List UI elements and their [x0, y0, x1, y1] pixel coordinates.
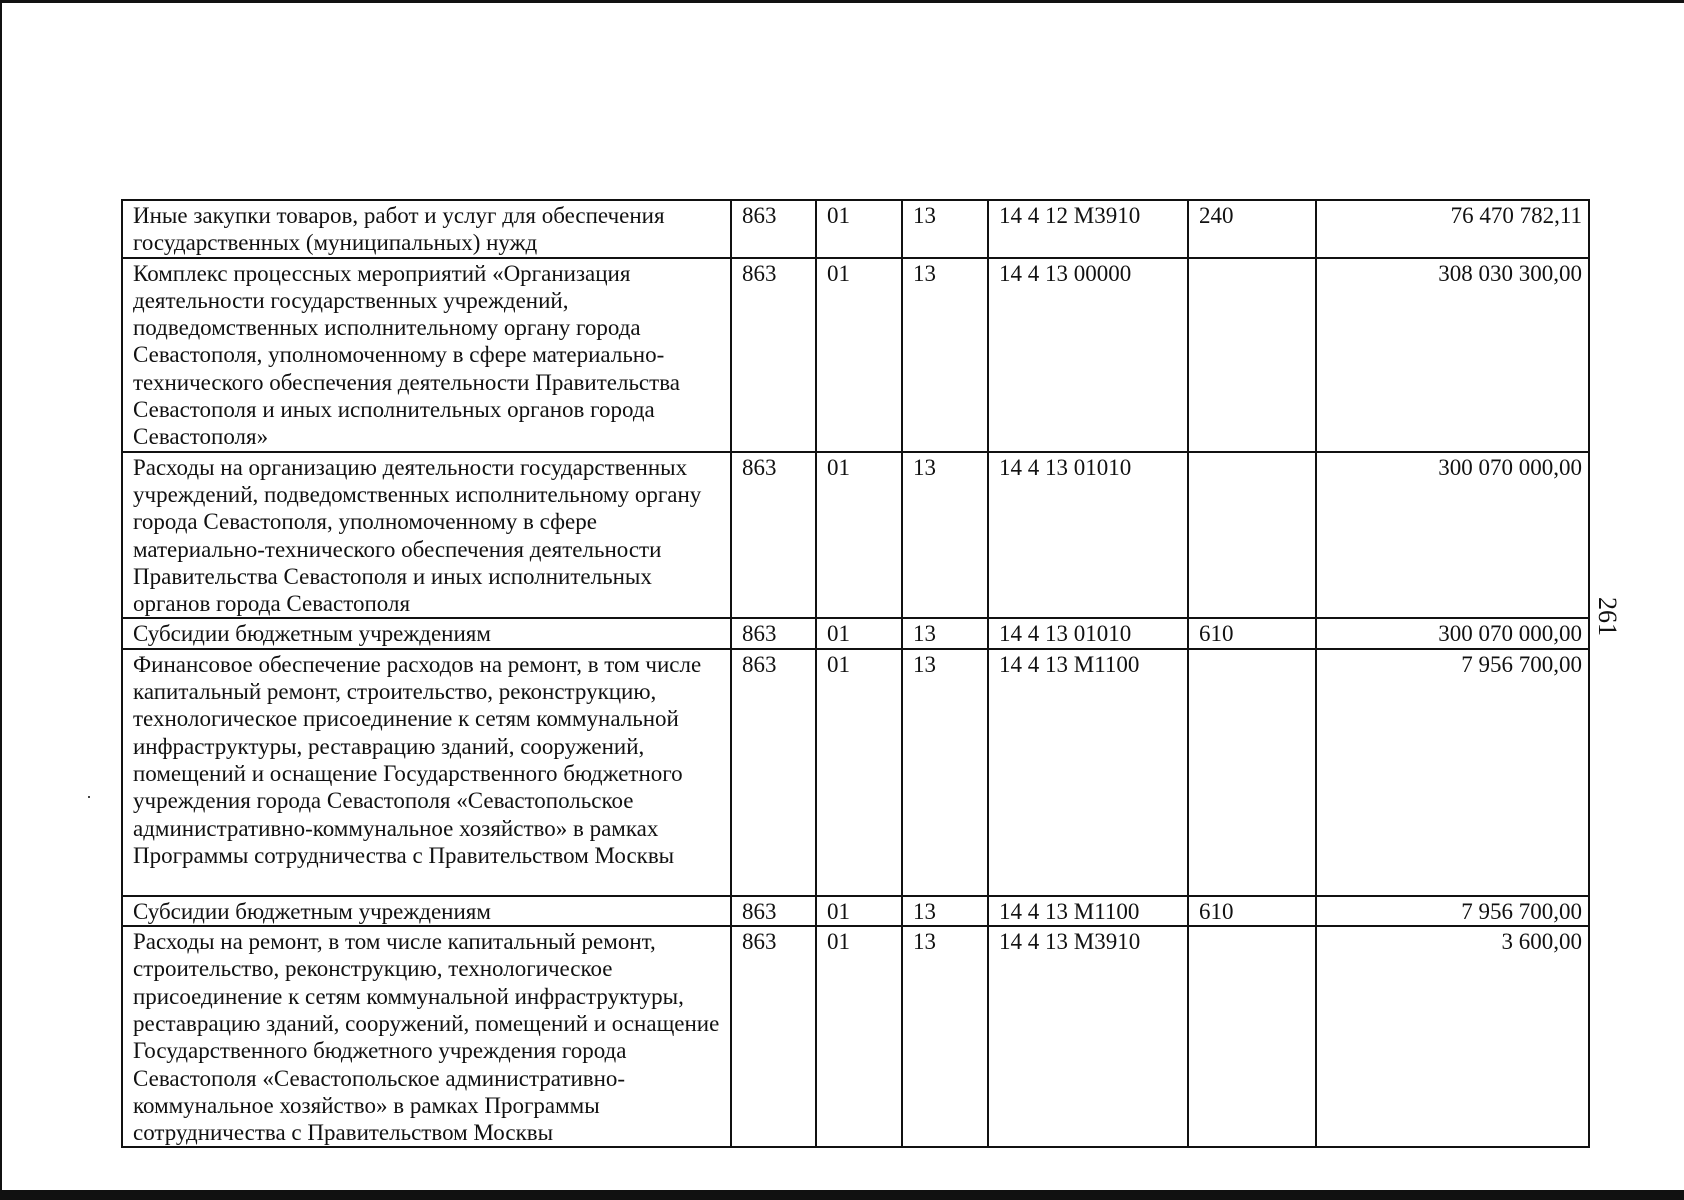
row-gr: 863	[731, 258, 816, 452]
row-vr	[1188, 926, 1316, 1147]
row-rz: 01	[816, 896, 902, 926]
row-cs: 14 4 13 01010	[988, 452, 1188, 619]
row-sum: 76 470 782,11	[1316, 200, 1589, 258]
table-row	[122, 618, 1589, 648]
row-name: Расходы на ремонт, в том числе капитальный ремонт, строительство, реконструкцию, технологическое присоединение к сетям коммунальной инфраструктуры, реставрацию зданий, сооружений, помещений и оснащение Государственного бюджетного учреждения города Севастополя «Севастопольское административно-коммунальное хозяйство» в рамках Программы сотрудничества с Правительством Москвы	[122, 926, 731, 1147]
table-row	[122, 452, 1589, 619]
table-row	[122, 649, 1589, 896]
row-vr: 240	[1188, 200, 1316, 258]
row-pr: 13	[902, 618, 988, 648]
row-sum: 7 956 700,00	[1316, 649, 1589, 896]
table-row	[122, 926, 1589, 1147]
page-number: 261	[1593, 597, 1622, 636]
row-sum: 308 030 300,00	[1316, 258, 1589, 452]
row-rz: 01	[816, 200, 902, 258]
scan-border-top	[0, 0, 1684, 3]
row-gr: 863	[731, 618, 816, 648]
row-vr: 610	[1188, 896, 1316, 926]
row-name: Расходы на организацию деятельности государственных учреждений, подведомственных исполнительному органу города Севастополя, уполномоченному в сфере материально-технического обеспечения деятельности Правительства Севастополя и иных исполнительных органов города Севастополя	[122, 452, 731, 619]
row-name: Субсидии бюджетным учреждениям	[122, 618, 731, 648]
row-vr	[1188, 258, 1316, 452]
row-rz: 01	[816, 649, 902, 896]
row-sum: 7 956 700,00	[1316, 896, 1589, 926]
row-pr: 13	[902, 896, 988, 926]
row-pr: 13	[902, 258, 988, 452]
table-row	[122, 258, 1589, 452]
row-cs: 14 4 13 01010	[988, 618, 1188, 648]
row-pr: 13	[902, 926, 988, 1147]
scan-border-bottom	[0, 1190, 1684, 1200]
row-name: Иные закупки товаров, работ и услуг для обеспечения государственных (муниципальных) нужд	[122, 200, 731, 258]
row-sum: 300 070 000,00	[1316, 618, 1589, 648]
row-sum: 300 070 000,00	[1316, 452, 1589, 619]
row-pr: 13	[902, 649, 988, 896]
row-vr	[1188, 649, 1316, 896]
row-gr: 863	[731, 200, 816, 258]
row-gr: 863	[731, 649, 816, 896]
row-vr	[1188, 452, 1316, 619]
scan-border-left	[0, 0, 2, 1200]
row-vr: 610	[1188, 618, 1316, 648]
row-cs: 14 4 12 М3910	[988, 200, 1188, 258]
row-cs: 14 4 13 М3910	[988, 926, 1188, 1147]
row-gr: 863	[731, 896, 816, 926]
row-rz: 01	[816, 618, 902, 648]
scan-speck	[88, 796, 90, 798]
row-cs: 14 4 13 00000	[988, 258, 1188, 452]
row-pr: 13	[902, 200, 988, 258]
row-name: Субсидии бюджетным учреждениям	[122, 896, 731, 926]
row-gr: 863	[731, 452, 816, 619]
row-cs: 14 4 13 М1100	[988, 649, 1188, 896]
row-name: Комплекс процессных мероприятий «Организация деятельности государственных учреждений, подведомственных исполнительному органу города Севастополя, уполномоченному в сфере материально-технического обеспечения деятельности Правительства Севастополя и иных исполнительных органов города Севастополя»	[122, 258, 731, 452]
row-rz: 01	[816, 926, 902, 1147]
row-rz: 01	[816, 258, 902, 452]
row-pr: 13	[902, 452, 988, 619]
row-gr: 863	[731, 926, 816, 1147]
table-row	[122, 200, 1589, 258]
row-cs: 14 4 13 М1100	[988, 896, 1188, 926]
row-sum: 3 600,00	[1316, 926, 1589, 1147]
table-row	[122, 896, 1589, 926]
row-rz: 01	[816, 452, 902, 619]
budget-table	[121, 199, 1590, 1148]
row-name: Финансовое обеспечение расходов на ремонт, в том числе капитальный ремонт, строительство, реконструкцию, технологическое присоединение к сетям коммунальной инфраструктуры, реставрацию зданий, сооружений, помещений и оснащение Государственного бюджетного учреждения города Севастополя «Севастопольское административно-коммунальное хозяйство» в рамках Программы сотрудничества с Правительством Москвы	[122, 649, 731, 896]
